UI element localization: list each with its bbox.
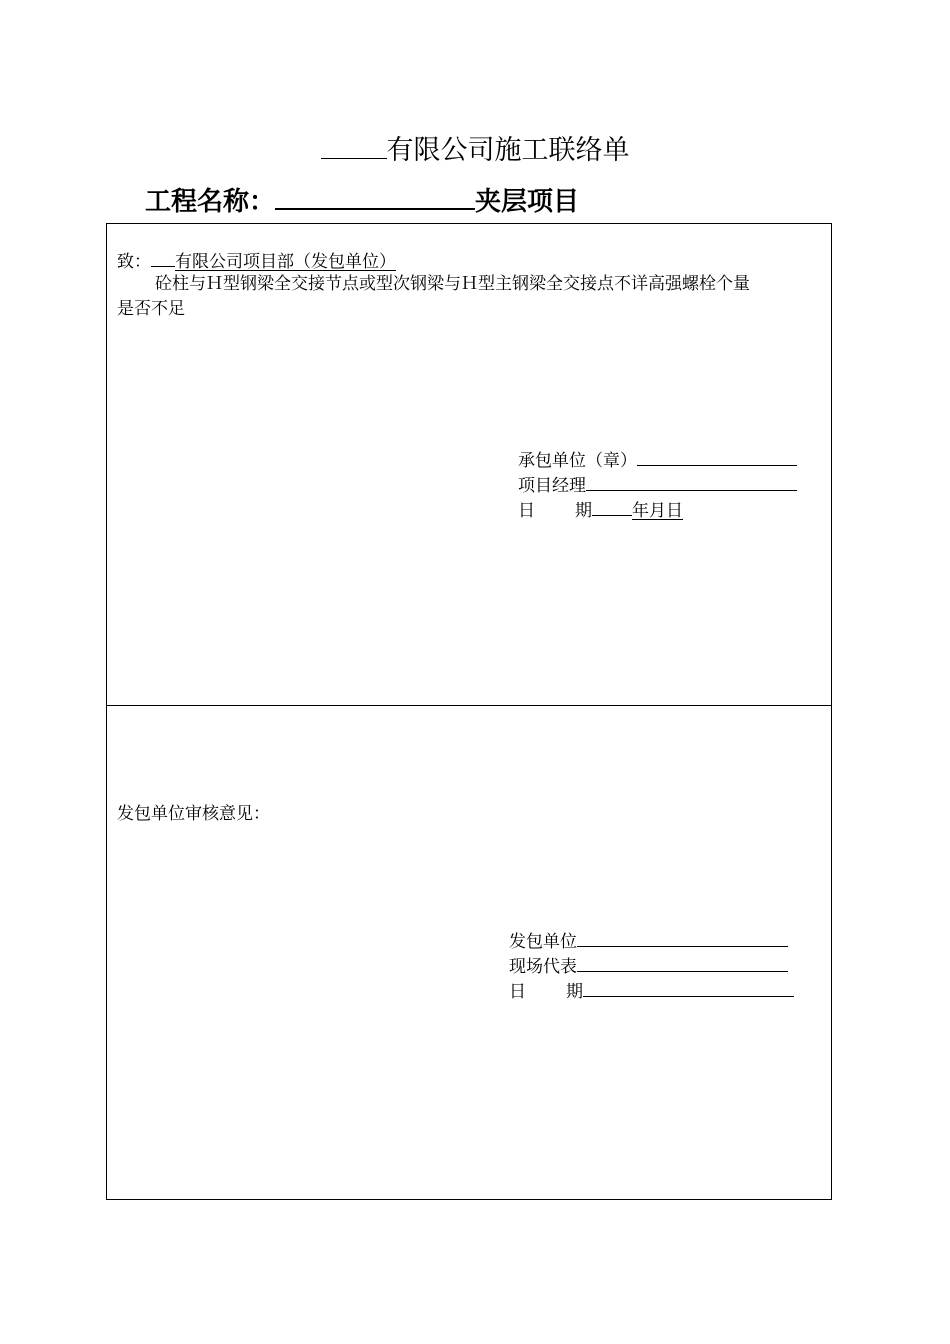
recipient-line <box>117 247 396 274</box>
project-name-blank[interactable] <box>275 182 475 210</box>
project-name-suffix: 夹层项目 <box>475 187 580 217</box>
client-date-label-char-2: 期 <box>566 982 583 1002</box>
date-label-char-2: 期 <box>575 501 592 521</box>
document-title-text: 有限公司施工联络单 <box>386 135 630 166</box>
site-representative-line <box>509 952 788 979</box>
client-unit-line <box>509 927 788 954</box>
site-representative-blank[interactable] <box>577 952 788 972</box>
client-date-blank[interactable] <box>583 977 794 997</box>
company-name-blank[interactable] <box>321 132 387 159</box>
date-year-blank[interactable] <box>592 496 632 516</box>
to-label: 致： <box>117 252 151 272</box>
contractor-date-line <box>518 496 683 523</box>
site-representative-label: 现场代表 <box>509 957 577 977</box>
project-name-line <box>145 182 579 220</box>
contractor-unit-line <box>518 446 797 473</box>
content-line-1: 砼柱与Ｈ型钢梁全交接节点或型次钢梁与Ｈ型主钢梁全交接点不详高强螺栓个量 <box>155 274 750 294</box>
recipient-blank[interactable] <box>151 247 175 267</box>
client-unit-blank[interactable] <box>577 927 788 947</box>
client-date-line <box>509 977 794 1004</box>
project-manager-line <box>518 471 797 498</box>
date-label-char-1: 日 <box>518 501 535 521</box>
project-name-label: 工程名称： <box>145 187 276 217</box>
client-section <box>107 706 831 1199</box>
contractor-unit-blank[interactable] <box>637 446 797 466</box>
date-value: 年月日 <box>632 501 683 521</box>
recipient-name: 有限公司项目部（发包单位） <box>175 252 396 272</box>
client-unit-label: 发包单位 <box>509 932 577 952</box>
contact-form-table <box>106 223 832 1200</box>
project-manager-blank[interactable] <box>586 471 797 491</box>
contractor-unit-label: 承包单位（章） <box>518 451 637 471</box>
content-line-2: 是否不足 <box>117 299 185 319</box>
review-opinion-label: 发包单位审核意见： <box>117 804 270 824</box>
contractor-section <box>107 224 831 706</box>
document-title <box>0 132 950 169</box>
client-date-label-char-1: 日 <box>509 982 526 1002</box>
project-manager-label: 项目经理 <box>518 476 586 496</box>
